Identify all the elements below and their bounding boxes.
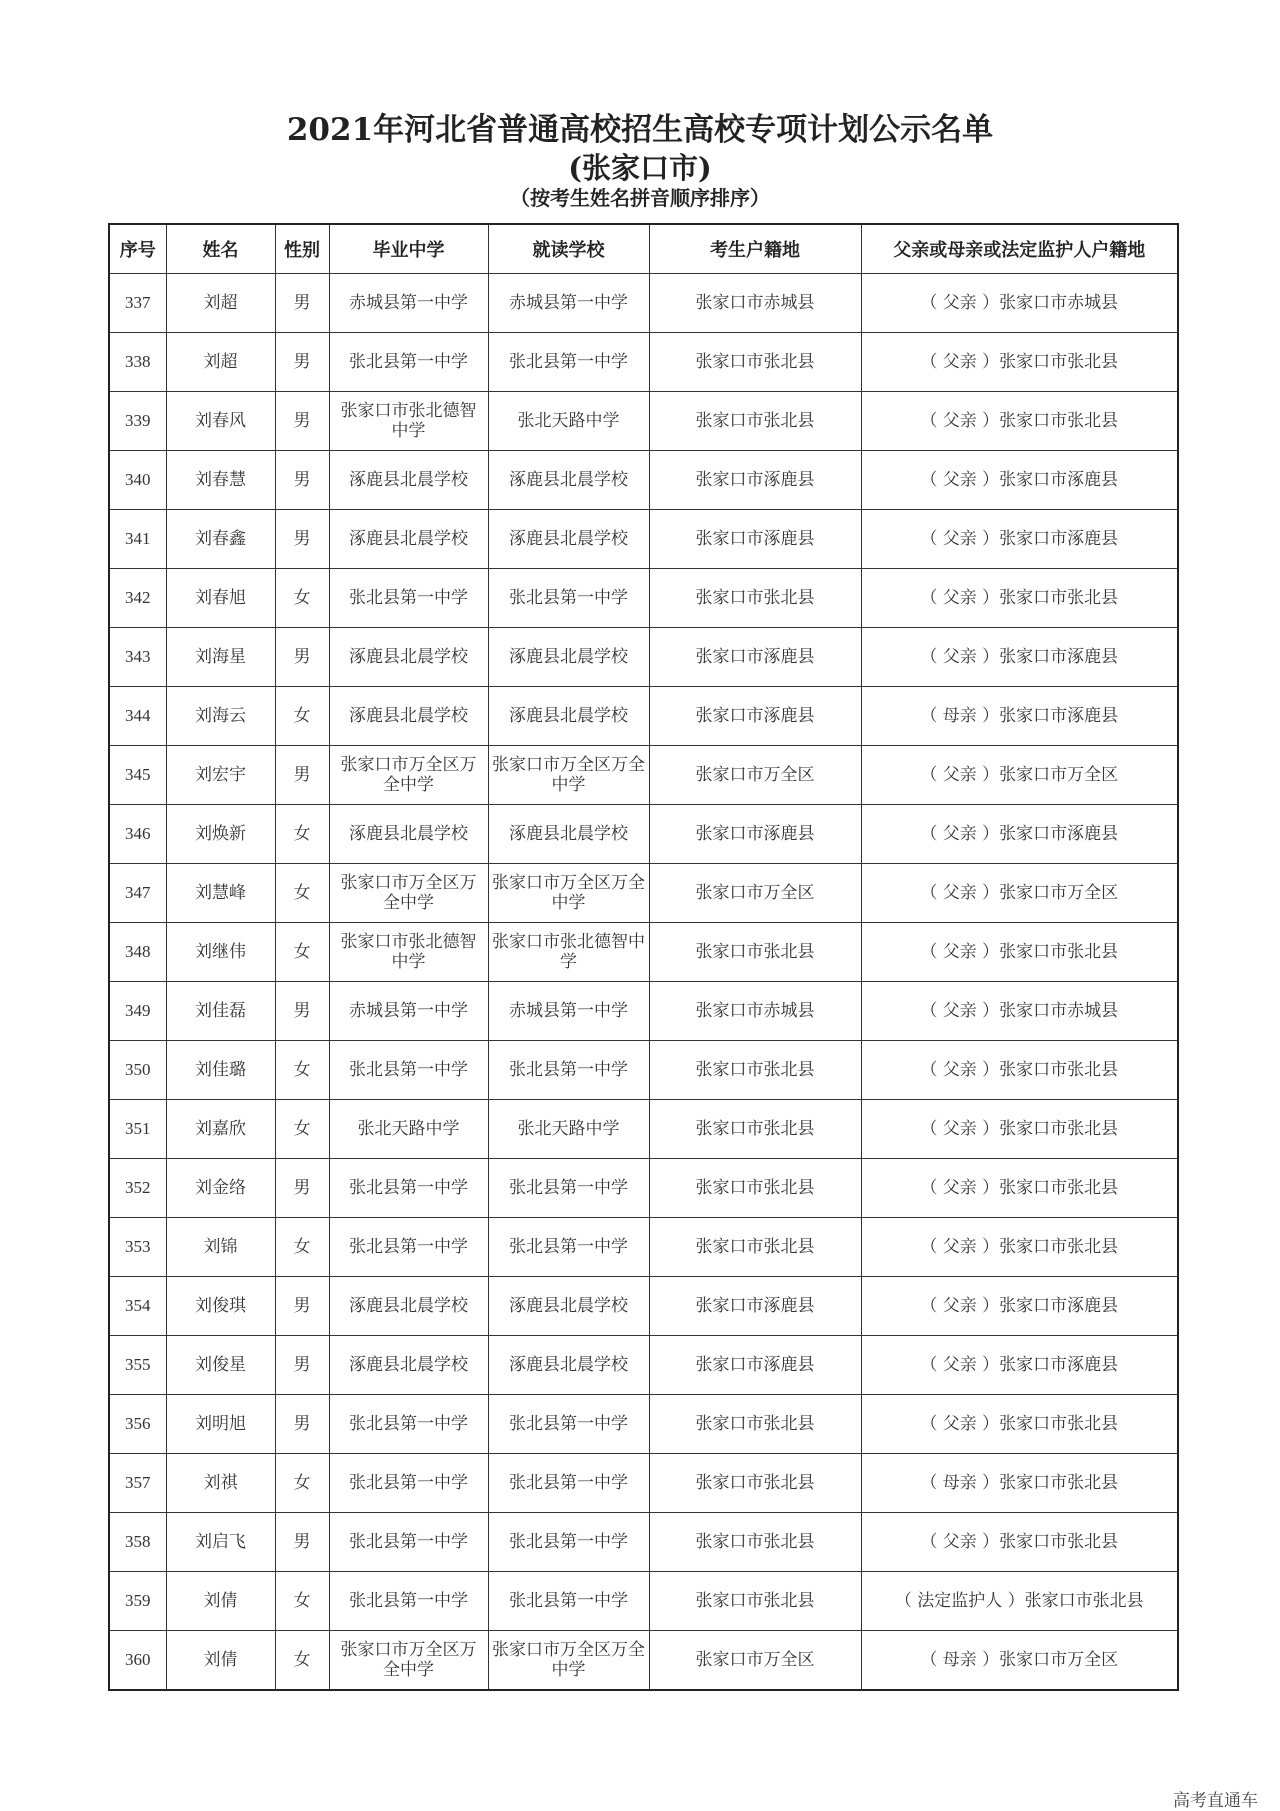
table-row <box>109 1041 1178 1100</box>
cell-current-school: 张北县第一中学 <box>488 1454 649 1513</box>
cell-index: 351 <box>109 1100 166 1159</box>
cell-gender: 男 <box>275 392 329 451</box>
table-row <box>109 569 1178 628</box>
cell-guardian-residence: （ 父亲 ）张家口市涿鹿县 <box>861 805 1178 864</box>
page-subtitle: (张家口市) <box>568 151 712 185</box>
cell-guardian-residence: （ 父亲 ）张家口市涿鹿县 <box>861 510 1178 569</box>
cell-gender: 女 <box>275 923 329 982</box>
cell-name: 刘慧峰 <box>166 864 275 923</box>
cell-graduated-school: 涿鹿县北晨学校 <box>329 628 488 687</box>
col-header-graduated-school: 毕业中学 <box>329 224 488 274</box>
cell-graduated-school: 张家口市张北德智中学 <box>329 923 488 982</box>
cell-graduated-school: 张北县第一中学 <box>329 1513 488 1572</box>
cell-guardian-residence: （ 父亲 ）张家口市张北县 <box>861 1100 1178 1159</box>
cell-guardian-residence: （ 母亲 ）张家口市涿鹿县 <box>861 687 1178 746</box>
cell-graduated-school: 涿鹿县北晨学校 <box>329 805 488 864</box>
cell-graduated-school: 张北天路中学 <box>329 1100 488 1159</box>
cell-current-school: 张北县第一中学 <box>488 569 649 628</box>
cell-guardian-residence: （ 父亲 ）张家口市张北县 <box>861 392 1178 451</box>
cell-index: 342 <box>109 569 166 628</box>
cell-student-residence: 张家口市赤城县 <box>649 982 861 1041</box>
cell-student-residence: 张家口市张北县 <box>649 392 861 451</box>
col-header-current-school: 就读学校 <box>488 224 649 274</box>
cell-guardian-residence: （ 父亲 ）张家口市赤城县 <box>861 982 1178 1041</box>
cell-graduated-school: 张北县第一中学 <box>329 1159 488 1218</box>
cell-index: 360 <box>109 1631 166 1691</box>
cell-current-school: 张家口市张北德智中学 <box>488 923 649 982</box>
cell-index: 358 <box>109 1513 166 1572</box>
cell-current-school: 张北县第一中学 <box>488 1513 649 1572</box>
cell-guardian-residence: （ 父亲 ）张家口市赤城县 <box>861 274 1178 333</box>
cell-graduated-school: 涿鹿县北晨学校 <box>329 510 488 569</box>
cell-current-school: 张北县第一中学 <box>488 333 649 392</box>
cell-name: 刘超 <box>166 274 275 333</box>
cell-gender: 女 <box>275 1572 329 1631</box>
cell-index: 350 <box>109 1041 166 1100</box>
cell-graduated-school: 张北县第一中学 <box>329 333 488 392</box>
cell-gender: 女 <box>275 1454 329 1513</box>
cell-student-residence: 张家口市万全区 <box>649 864 861 923</box>
cell-student-residence: 张家口市张北县 <box>649 1454 861 1513</box>
cell-index: 359 <box>109 1572 166 1631</box>
table-row <box>109 1218 1178 1277</box>
cell-current-school: 张北县第一中学 <box>488 1572 649 1631</box>
col-header-name: 姓名 <box>166 224 275 274</box>
cell-current-school: 涿鹿县北晨学校 <box>488 1277 649 1336</box>
cell-gender: 男 <box>275 746 329 805</box>
table-row <box>109 451 1178 510</box>
table-row <box>109 392 1178 451</box>
cell-index: 353 <box>109 1218 166 1277</box>
cell-student-residence: 张家口市涿鹿县 <box>649 687 861 746</box>
cell-name: 刘金络 <box>166 1159 275 1218</box>
col-header-student-residence: 考生户籍地 <box>649 224 861 274</box>
cell-current-school: 张家口市万全区万全中学 <box>488 1631 649 1691</box>
table-row <box>109 746 1178 805</box>
cell-current-school: 张北天路中学 <box>488 392 649 451</box>
cell-student-residence: 张家口市涿鹿县 <box>649 510 861 569</box>
cell-guardian-residence: （ 父亲 ）张家口市张北县 <box>861 1395 1178 1454</box>
cell-student-residence: 张家口市张北县 <box>649 923 861 982</box>
cell-current-school: 涿鹿县北晨学校 <box>488 628 649 687</box>
cell-guardian-residence: （ 父亲 ）张家口市涿鹿县 <box>861 1336 1178 1395</box>
cell-name: 刘嘉欣 <box>166 1100 275 1159</box>
cell-student-residence: 张家口市万全区 <box>649 1631 861 1691</box>
cell-gender: 男 <box>275 333 329 392</box>
cell-current-school: 张家口市万全区万全中学 <box>488 746 649 805</box>
cell-guardian-residence: （ 母亲 ）张家口市万全区 <box>861 1631 1178 1691</box>
cell-index: 354 <box>109 1277 166 1336</box>
cell-guardian-residence: （ 父亲 ）张家口市涿鹿县 <box>861 1277 1178 1336</box>
cell-name: 刘海星 <box>166 628 275 687</box>
cell-current-school: 涿鹿县北晨学校 <box>488 687 649 746</box>
cell-gender: 女 <box>275 864 329 923</box>
cell-guardian-residence: （ 法定监护人 ）张家口市张北县 <box>861 1572 1178 1631</box>
cell-name: 刘春旭 <box>166 569 275 628</box>
cell-name: 刘俊星 <box>166 1336 275 1395</box>
cell-graduated-school: 涿鹿县北晨学校 <box>329 687 488 746</box>
cell-graduated-school: 张北县第一中学 <box>329 569 488 628</box>
table-row <box>109 687 1178 746</box>
cell-gender: 男 <box>275 274 329 333</box>
cell-name: 刘佳磊 <box>166 982 275 1041</box>
table-row <box>109 1454 1178 1513</box>
cell-gender: 女 <box>275 1631 329 1691</box>
cell-gender: 男 <box>275 1513 329 1572</box>
cell-graduated-school: 张北县第一中学 <box>329 1218 488 1277</box>
cell-student-residence: 张家口市涿鹿县 <box>649 628 861 687</box>
cell-graduated-school: 张家口市万全区万全中学 <box>329 1631 488 1691</box>
cell-graduated-school: 张家口市万全区万全中学 <box>329 864 488 923</box>
cell-student-residence: 张家口市张北县 <box>649 1100 861 1159</box>
cell-guardian-residence: （ 父亲 ）张家口市张北县 <box>861 1218 1178 1277</box>
table-row <box>109 1572 1178 1631</box>
cell-name: 刘锦 <box>166 1218 275 1277</box>
table-row <box>109 1336 1178 1395</box>
cell-student-residence: 张家口市涿鹿县 <box>649 451 861 510</box>
cell-name: 刘海云 <box>166 687 275 746</box>
cell-name: 刘超 <box>166 333 275 392</box>
cell-guardian-residence: （ 父亲 ）张家口市万全区 <box>861 864 1178 923</box>
cell-name: 刘俊琪 <box>166 1277 275 1336</box>
watermark-footer: 高考直通车 <box>1173 1791 1258 1811</box>
cell-index: 356 <box>109 1395 166 1454</box>
cell-student-residence: 张家口市张北县 <box>649 1395 861 1454</box>
cell-index: 349 <box>109 982 166 1041</box>
cell-gender: 女 <box>275 687 329 746</box>
cell-index: 337 <box>109 274 166 333</box>
table-row <box>109 805 1178 864</box>
table-row <box>109 274 1178 333</box>
cell-current-school: 张家口市万全区万全中学 <box>488 864 649 923</box>
cell-student-residence: 张家口市涿鹿县 <box>649 1336 861 1395</box>
table-header-row <box>109 224 1178 274</box>
table-row <box>109 1159 1178 1218</box>
cell-guardian-residence: （ 父亲 ）张家口市张北县 <box>861 1041 1178 1100</box>
roster-table <box>108 223 1179 1691</box>
cell-name: 刘祺 <box>166 1454 275 1513</box>
cell-index: 357 <box>109 1454 166 1513</box>
cell-current-school: 赤城县第一中学 <box>488 982 649 1041</box>
cell-current-school: 赤城县第一中学 <box>488 274 649 333</box>
cell-guardian-residence: （ 父亲 ）张家口市涿鹿县 <box>861 628 1178 687</box>
cell-guardian-residence: （ 父亲 ）张家口市万全区 <box>861 746 1178 805</box>
cell-gender: 女 <box>275 569 329 628</box>
cell-current-school: 张北县第一中学 <box>488 1041 649 1100</box>
cell-guardian-residence: （ 父亲 ）张家口市张北县 <box>861 333 1178 392</box>
cell-name: 刘倩 <box>166 1572 275 1631</box>
cell-guardian-residence: （ 父亲 ）张家口市涿鹿县 <box>861 451 1178 510</box>
table-row <box>109 864 1178 923</box>
cell-current-school: 涿鹿县北晨学校 <box>488 510 649 569</box>
cell-current-school: 张北县第一中学 <box>488 1395 649 1454</box>
cell-gender: 男 <box>275 1336 329 1395</box>
cell-name: 刘继伟 <box>166 923 275 982</box>
cell-student-residence: 张家口市张北县 <box>649 569 861 628</box>
cell-current-school: 涿鹿县北晨学校 <box>488 805 649 864</box>
cell-name: 刘佳璐 <box>166 1041 275 1100</box>
cell-student-residence: 张家口市张北县 <box>649 333 861 392</box>
cell-gender: 男 <box>275 628 329 687</box>
cell-student-residence: 张家口市赤城县 <box>649 274 861 333</box>
cell-name: 刘春风 <box>166 392 275 451</box>
cell-gender: 男 <box>275 451 329 510</box>
cell-guardian-residence: （ 父亲 ）张家口市张北县 <box>861 1513 1178 1572</box>
cell-graduated-school: 赤城县第一中学 <box>329 274 488 333</box>
cell-index: 339 <box>109 392 166 451</box>
cell-gender: 男 <box>275 982 329 1041</box>
cell-graduated-school: 张北县第一中学 <box>329 1454 488 1513</box>
cell-student-residence: 张家口市涿鹿县 <box>649 805 861 864</box>
table-row <box>109 1395 1178 1454</box>
cell-current-school: 涿鹿县北晨学校 <box>488 451 649 510</box>
cell-student-residence: 张家口市张北县 <box>649 1513 861 1572</box>
cell-gender: 男 <box>275 1159 329 1218</box>
cell-guardian-residence: （ 父亲 ）张家口市张北县 <box>861 923 1178 982</box>
cell-name: 刘倩 <box>166 1631 275 1691</box>
cell-name: 刘春鑫 <box>166 510 275 569</box>
col-header-guardian-residence: 父亲或母亲或法定监护人户籍地 <box>861 224 1178 274</box>
cell-student-residence: 张家口市涿鹿县 <box>649 1277 861 1336</box>
cell-graduated-school: 张家口市张北德智中学 <box>329 392 488 451</box>
cell-current-school: 涿鹿县北晨学校 <box>488 1336 649 1395</box>
cell-gender: 女 <box>275 805 329 864</box>
cell-name: 刘启飞 <box>166 1513 275 1572</box>
table-row <box>109 1100 1178 1159</box>
table-row <box>109 628 1178 687</box>
cell-gender: 女 <box>275 1041 329 1100</box>
cell-gender: 男 <box>275 1395 329 1454</box>
cell-student-residence: 张家口市张北县 <box>649 1218 861 1277</box>
cell-guardian-residence: （ 母亲 ）张家口市张北县 <box>861 1454 1178 1513</box>
col-header-index: 序号 <box>109 224 166 274</box>
col-header-gender: 性别 <box>275 224 329 274</box>
cell-graduated-school: 涿鹿县北晨学校 <box>329 1336 488 1395</box>
cell-graduated-school: 赤城县第一中学 <box>329 982 488 1041</box>
cell-graduated-school: 涿鹿县北晨学校 <box>329 451 488 510</box>
cell-index: 343 <box>109 628 166 687</box>
cell-index: 355 <box>109 1336 166 1395</box>
cell-current-school: 张北县第一中学 <box>488 1218 649 1277</box>
cell-gender: 男 <box>275 510 329 569</box>
cell-student-residence: 张家口市万全区 <box>649 746 861 805</box>
table-row <box>109 923 1178 982</box>
cell-graduated-school: 张家口市万全区万全中学 <box>329 746 488 805</box>
table-row <box>109 510 1178 569</box>
cell-index: 341 <box>109 510 166 569</box>
sort-note: （按考生姓名拼音顺序排序） <box>510 186 770 210</box>
cell-index: 345 <box>109 746 166 805</box>
cell-student-residence: 张家口市张北县 <box>649 1159 861 1218</box>
cell-graduated-school: 涿鹿县北晨学校 <box>329 1277 488 1336</box>
table-row <box>109 1631 1178 1691</box>
cell-index: 344 <box>109 687 166 746</box>
cell-name: 刘明旭 <box>166 1395 275 1454</box>
cell-index: 347 <box>109 864 166 923</box>
page-title: 2021年河北省普通高校招生高校专项计划公示名单 <box>286 112 994 148</box>
cell-guardian-residence: （ 父亲 ）张家口市张北县 <box>861 1159 1178 1218</box>
table-row <box>109 1277 1178 1336</box>
cell-gender: 女 <box>275 1100 329 1159</box>
cell-graduated-school: 张北县第一中学 <box>329 1395 488 1454</box>
cell-index: 348 <box>109 923 166 982</box>
table-row <box>109 982 1178 1041</box>
cell-current-school: 张北县第一中学 <box>488 1159 649 1218</box>
cell-guardian-residence: （ 父亲 ）张家口市张北县 <box>861 569 1178 628</box>
cell-student-residence: 张家口市张北县 <box>649 1572 861 1631</box>
cell-index: 340 <box>109 451 166 510</box>
cell-gender: 女 <box>275 1218 329 1277</box>
cell-graduated-school: 张北县第一中学 <box>329 1572 488 1631</box>
cell-gender: 男 <box>275 1277 329 1336</box>
cell-graduated-school: 张北县第一中学 <box>329 1041 488 1100</box>
table-row <box>109 333 1178 392</box>
cell-index: 338 <box>109 333 166 392</box>
cell-current-school: 张北天路中学 <box>488 1100 649 1159</box>
cell-index: 352 <box>109 1159 166 1218</box>
table-row <box>109 1513 1178 1572</box>
cell-name: 刘春慧 <box>166 451 275 510</box>
cell-student-residence: 张家口市张北县 <box>649 1041 861 1100</box>
cell-index: 346 <box>109 805 166 864</box>
cell-name: 刘宏宇 <box>166 746 275 805</box>
cell-name: 刘焕新 <box>166 805 275 864</box>
